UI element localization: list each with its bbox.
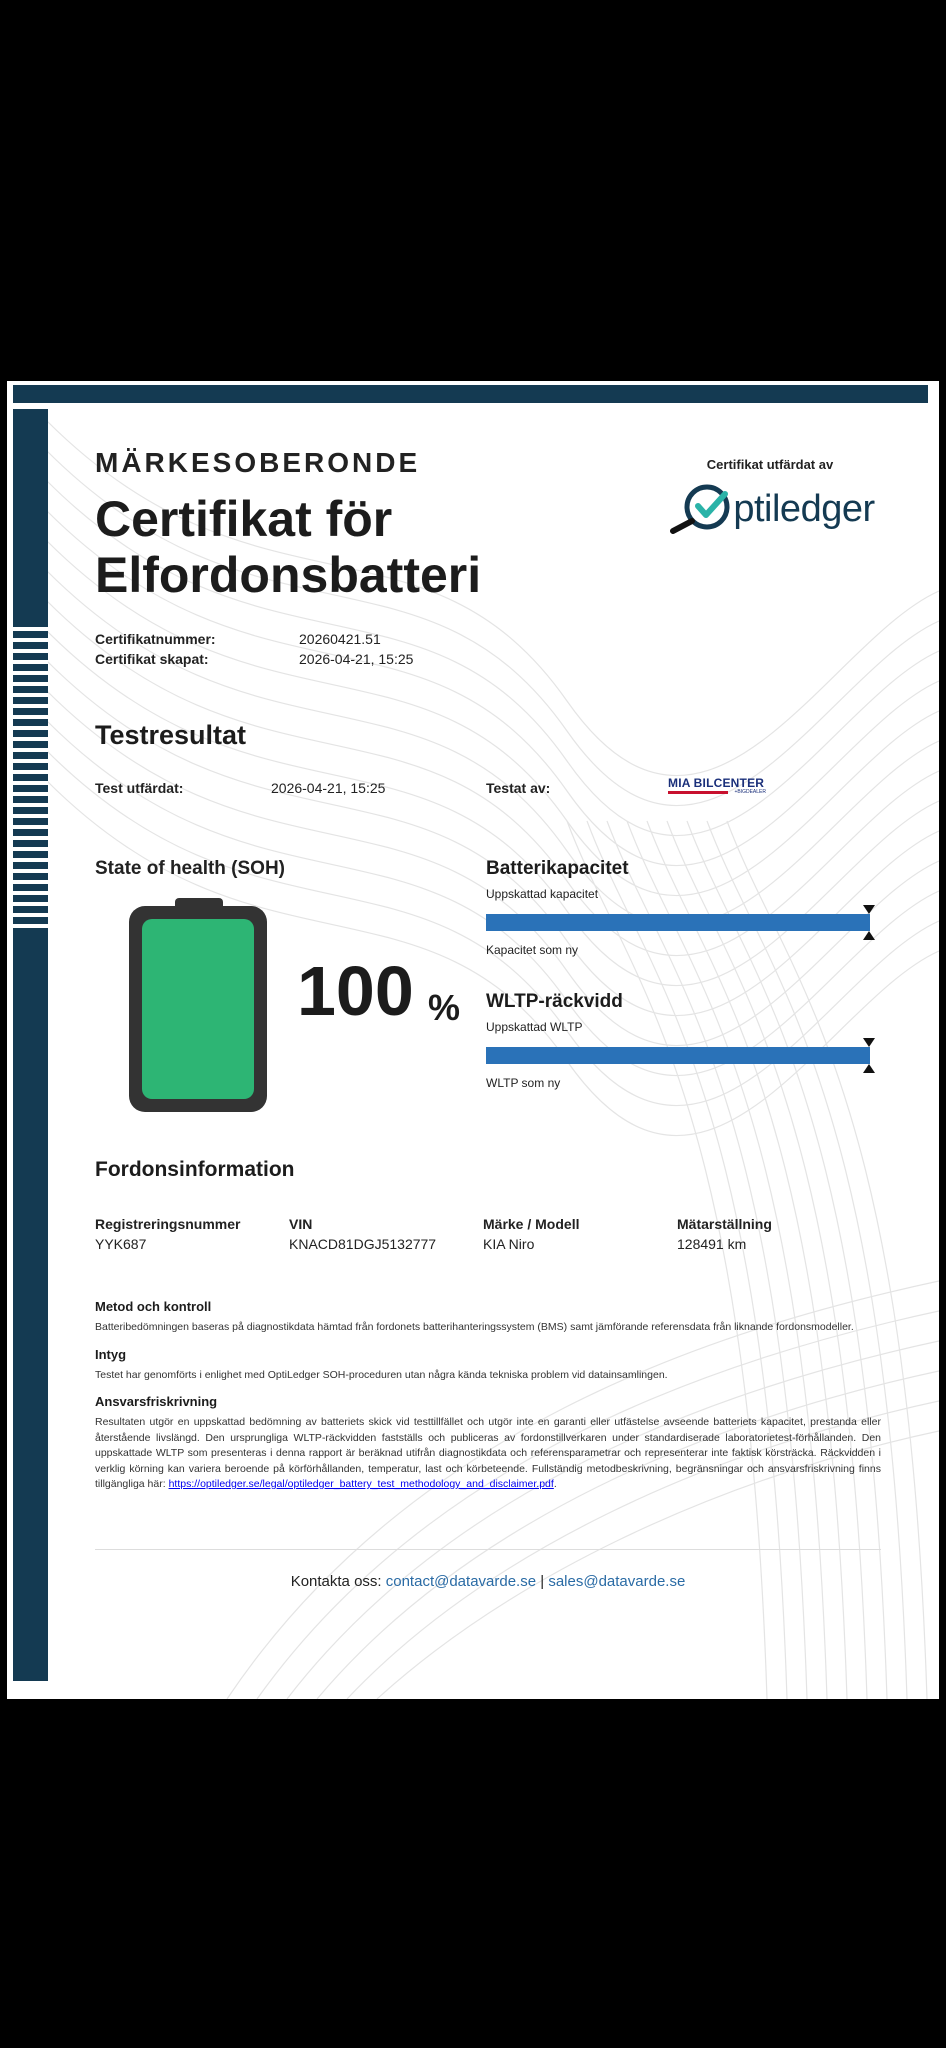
disclaimer-link[interactable]: https://optiledger.se/legal/optiledger_battery_test_methodology_and_disclaimer.pdf — [168, 1478, 554, 1490]
capacity-new-label: Kapacitet som ny — [486, 943, 579, 957]
certificate-number-label: Certifikatnummer: — [95, 631, 216, 647]
dealer-logo — [668, 777, 766, 795]
method-title: Metod och kontroll — [95, 1299, 212, 1314]
disclaimer-title: Ansvarsfriskrivning — [95, 1394, 218, 1409]
soh-unit: % — [428, 987, 461, 1028]
contact-line — [95, 1573, 881, 1590]
capacity-estimated-marker — [863, 905, 875, 914]
method-text: Batteribedömningen baseras på diagnostikdata hämtad från fordonets batterihanteringssystem (BMS) samt jämförande referensdata från liknande fordonsmodeller. — [95, 1321, 854, 1333]
vehicle-model-value: KIA Niro — [483, 1236, 535, 1252]
certificate-number-value: 20260421.51 — [299, 631, 381, 647]
certificate-created-value: 2026-04-21, 15:25 — [299, 651, 414, 667]
issuer-label: Certifikat utfärdat av — [706, 457, 834, 472]
wltp-new-marker — [863, 1064, 875, 1073]
vehicle-vin-value: KNACD81DGJ5132777 — [289, 1236, 437, 1252]
certificate-page — [7, 381, 939, 1699]
issuer-block — [655, 457, 885, 534]
wltp-new-label: WLTP som ny — [486, 1076, 561, 1090]
integrity-title: Intyg — [95, 1346, 127, 1362]
certificate-content — [95, 381, 881, 1699]
magnifier-check-icon — [665, 484, 735, 534]
certificate-kicker: MÄRKESOBERONDE — [95, 447, 421, 478]
optiledger-logo — [655, 484, 885, 534]
vehicle-reg-label: Registreringsnummer — [95, 1216, 241, 1232]
contact-separator: | — [540, 1573, 545, 1590]
vehicle-reg-value: YYK687 — [95, 1236, 147, 1252]
vehicle-reg-column — [95, 1216, 289, 1252]
vehicle-vin-label: VIN — [289, 1216, 313, 1232]
disclaimer-text: Resultaten utgör en uppskattad bedömning av batteriets skick vid testtillfället och utgör inte en garanti eller utfästelse avseende batteriets kapacitet, prestanda eller återstående livslängd. Den ursprungliga WLTP-räckvidden fastställs och publiceras av fordonstillverkaren under standardiserade laboratorietest-förhållanden. Den uppskattade WLTP som presenteras i denna rapport är beräknad utifrån diagnostikdata och referensparametrar och representerar inte faktisk körsträcka. Räckvidden i verklig körning kan variera beroende på körförhållanden, temperatur, last och körbeteende. Fullständig metodbeskrivning, begränsningar och ansvarsfriskrivning finns tillgängliga här: — [95, 1416, 881, 1490]
capacity-new-marker — [863, 931, 875, 940]
test-issued-value: 2026-04-21, 15:25 — [271, 780, 386, 796]
test-results-title: Testresultat — [95, 720, 247, 750]
disclaimer-end: . — [553, 1478, 557, 1490]
certificate-meta — [95, 631, 413, 671]
capacity-bar — [486, 914, 870, 931]
side-bar-stripes — [13, 631, 48, 929]
wltp-estimated-marker — [863, 1038, 875, 1047]
vehicle-odometer-value: 128491 km — [677, 1236, 747, 1252]
vehicle-info-title: Fordonsinformation — [95, 1158, 295, 1181]
battery-icon — [129, 898, 267, 1112]
contact-email-link[interactable]: contact@datavarde.se — [385, 1573, 537, 1590]
notes-section — [95, 1299, 881, 1504]
vehicle-vin-column — [289, 1216, 483, 1252]
vehicle-odometer-column — [677, 1216, 871, 1252]
footer-divider — [95, 1549, 881, 1550]
capacity-metric — [486, 858, 881, 957]
side-bar-top-block — [13, 409, 48, 627]
dealer-logo-underline — [668, 791, 728, 794]
disclaimer-paragraph — [95, 1415, 881, 1493]
certificate-created-row — [95, 651, 413, 671]
wltp-metric — [486, 991, 881, 1090]
test-issued-label: Test utfärdat: — [95, 780, 184, 796]
soh-title: State of health (SOH) — [95, 858, 286, 879]
issuer-name: ptiledger — [733, 487, 875, 530]
side-bar-bottom-block — [13, 929, 48, 1681]
vehicle-model-label: Märke / Modell — [483, 1216, 580, 1232]
side-accent-bar — [13, 409, 48, 1681]
dealer-subtext: +BIGDEALER — [734, 789, 766, 795]
vehicle-odometer-label: Mätarställning — [677, 1216, 772, 1232]
certificate-created-label: Certifikat skapat: — [95, 651, 209, 667]
certificate-number-row — [95, 631, 413, 651]
wltp-bar — [486, 1047, 870, 1064]
test-info-row — [95, 776, 881, 804]
vehicle-info-grid — [95, 1216, 881, 1252]
dealer-name: MIA BILCENTER — [668, 776, 765, 790]
battery-fill-level — [142, 919, 254, 1099]
sales-email-link[interactable]: sales@datavarde.se — [548, 1573, 686, 1590]
wltp-title: WLTP-räckvidd — [486, 991, 623, 1012]
integrity-text: Testet har genomförts i enlighet med OptiLedger SOH-proceduren utan några kända tekniska problem vid datainsamlingen. — [95, 1368, 668, 1381]
capacity-title: Batterikapacitet — [486, 858, 629, 879]
wltp-estimated-label: Uppskattad WLTP — [486, 1020, 583, 1034]
capacity-estimated-label: Uppskattad kapacitet — [486, 887, 599, 901]
soh-value: 100 — [297, 952, 414, 1030]
contact-prefix: Kontakta oss: — [290, 1573, 382, 1590]
tested-by-label: Testat av: — [486, 780, 551, 796]
vehicle-model-column — [483, 1216, 677, 1252]
certificate-title: Certifikat för Elfordonsbatteri — [95, 491, 482, 603]
